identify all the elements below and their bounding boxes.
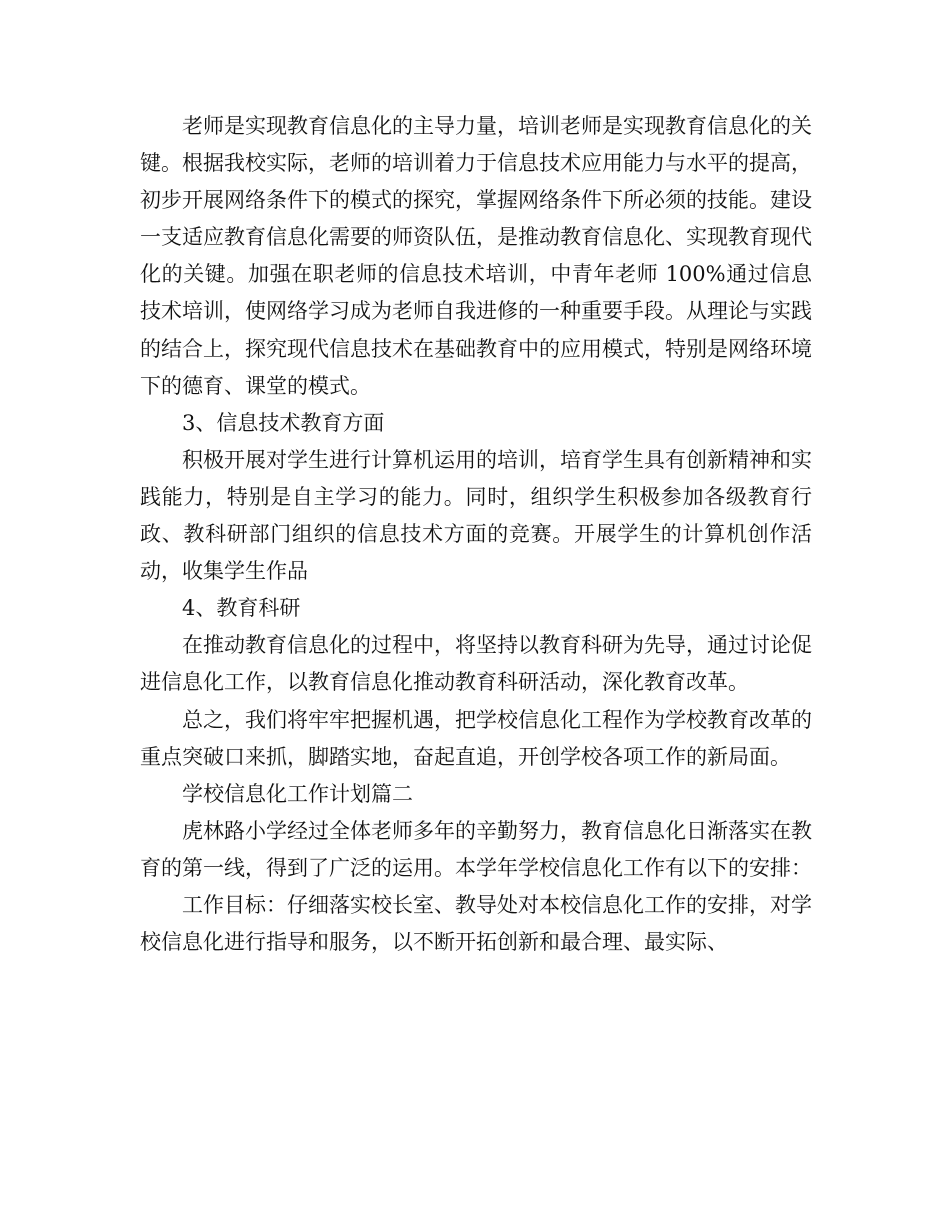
section-heading-plan-two: 学校信息化工作计划篇二 [182,781,413,806]
document-page [140,108,812,961]
paragraph-student-training: 积极开展对学生进行计算机运用的培训，培育学生具有创新精神和实践能力，特别是自主学习的能力。同时，组织学生积极参加各级教育行政、教科研部门组织的信息技术方面的竞赛。开展学生的计算机创作活动，收集学生作品 [140,447,812,584]
paragraph-work-goal: 工作目标：仔细落实校长室、教导处对本校信息化工作的安排，对学校信息化进行指导和服务，以不断开拓创新和最合理、最实际、 [140,892,812,955]
paragraph-research: 在推动教育信息化的过程中，将坚持以教育科研为先导，通过讨论促进信息化工作，以教育信息化推动教育科研活动，深化教育改革。 [140,633,812,695]
paragraph-teacher-training: 老师是实现教育信息化的主导力量，培训老师是实现教育信息化的关键。根据我校实际，老师的培训着力于信息技术应用能力与水平的提高，初步开展网络条件下的模式的探究，掌握网络条件下所必须的技能。建设一支适应教育信息化需要的师资队伍，是推动教育信息化、实现教育现代化的关键。加强在职老师的信息技术培训，中青年老师 100%通过信息技术培训，使网络学习成为老师自我进修的一种重要手段。从理论与实践的结合上，探究现代信息技术在基础教育中的应用模式，特别是网络环境下的德育、课堂的模式。 [140,114,812,398]
paragraph-summary: 总之，我们将牢牢把握机遇，把学校信息化工程作为学校教育改革的重点突破口来抓，脚踏实地，奋起直追，开创学校各项工作的新局面。 [140,707,812,769]
section-heading-research: 4、教育科研 [182,596,301,621]
section-heading-it-education: 3、信息技术教育方面 [182,410,385,435]
paragraph-hulin-school: 虎林路小学经过全体老师多年的辛勤努力，教育信息化日渐落实在教育的第一线，得到了广泛的运用。本学年学校信息化工作有以下的安排： [140,818,812,880]
